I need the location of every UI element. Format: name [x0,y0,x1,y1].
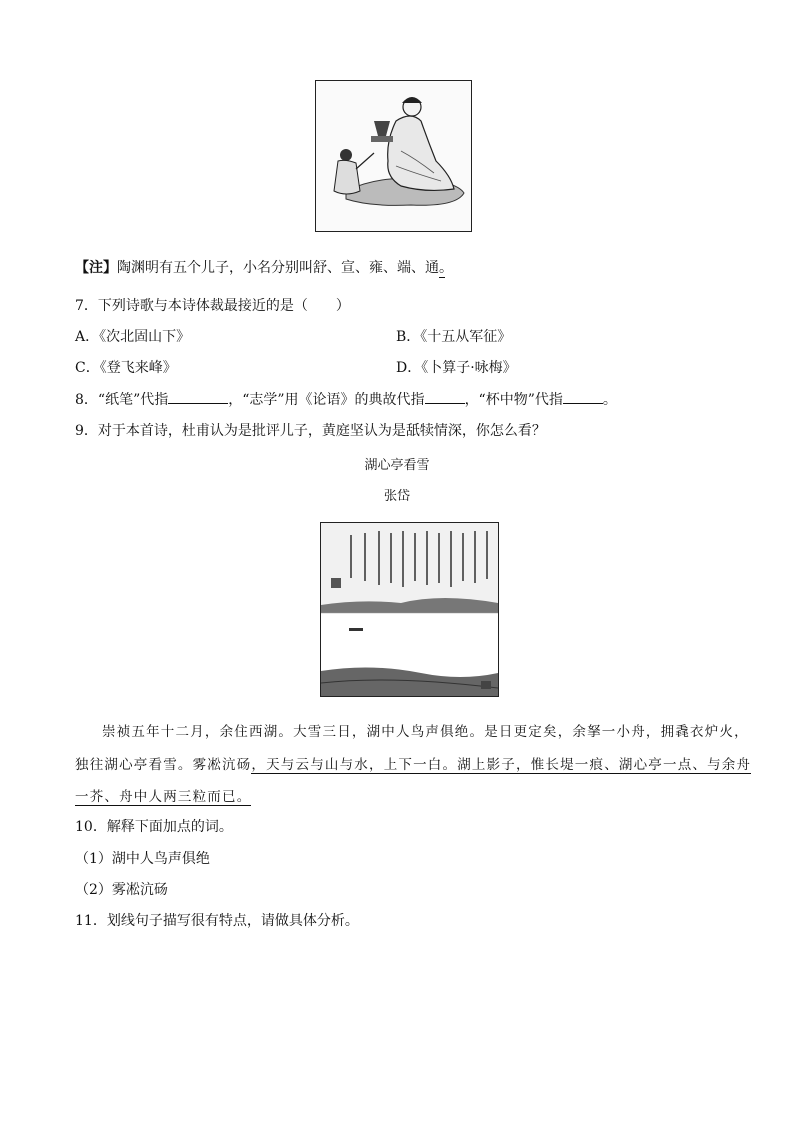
passage-line-2 [75,756,751,774]
question-10-stem: 10．解释下面加点的词。 [75,819,233,835]
passage-underlined-sentence-2: 一芥、舟中人两三粒而已。 [75,789,252,805]
question-8-part2: ，“志学”用《论语》的典故代指 [228,392,425,408]
passage-line-1: 崇祯五年十二月，余住西湖。大雪三日，湖中人鸟声俱绝。是日更定矣，余拏一小舟，拥毳衣炉火， [102,724,749,740]
question-10-item-1: （1）湖中人鸟声俱绝 [75,851,210,867]
note-label: 【注】 [75,260,117,276]
question-7-option-a[interactable]: A．《次北固山下》 [75,329,191,345]
question-7-option-c[interactable]: C．《登飞来峰》 [75,360,177,376]
question-8 [75,391,617,409]
question-9: 9．对于本首诗，杜甫认为是批评儿子，黄庭坚认为是舐犊情深，你怎么看？ [75,423,546,439]
illustration-tao-yuanming [315,80,472,232]
question-10-item-2: （2）雾凇沆砀 [75,882,168,898]
note-end: 。 [439,260,453,276]
note-text: 陶渊明有五个儿子，小名分别叫舒、宣、雍、端、通 [117,260,439,276]
question-7-option-b[interactable]: B．《十五从军征》 [396,329,512,345]
answer-blank-3[interactable] [563,391,603,404]
question-8-part3: ，“杯中物”代指 [464,392,563,408]
poem-title: 湖心亭看雪 [364,458,430,473]
tao-yuanming-drawing [316,81,471,231]
passage-line-2-plain: 独往湖心亭看雪。雾凇沆砀 [75,757,252,773]
answer-blank-2[interactable] [425,391,465,404]
illustration-lake-painting [320,522,499,697]
passage-underlined-sentence-1: ，天与云与山与水，上下一白。湖上影子，惟长堤一痕、湖心亭一点、与余舟 [251,757,752,773]
question-7-stem: 7．下列诗歌与本诗体裁最接近的是（ ） [75,298,350,314]
question-7-option-d[interactable]: D．《卜算子·咏梅》 [396,360,517,376]
poem-author: 张岱 [383,489,410,504]
question-8-part4: 。 [602,392,617,408]
answer-blank-1[interactable] [168,391,228,404]
lake-painting-drawing [321,523,498,696]
note-line [75,259,453,278]
question-11: 11．划线句子描写很有特点，请做具体分析。 [75,913,359,929]
question-8-part1: 8．“纸笔”代指 [75,392,169,408]
passage-line-3 [75,788,251,806]
